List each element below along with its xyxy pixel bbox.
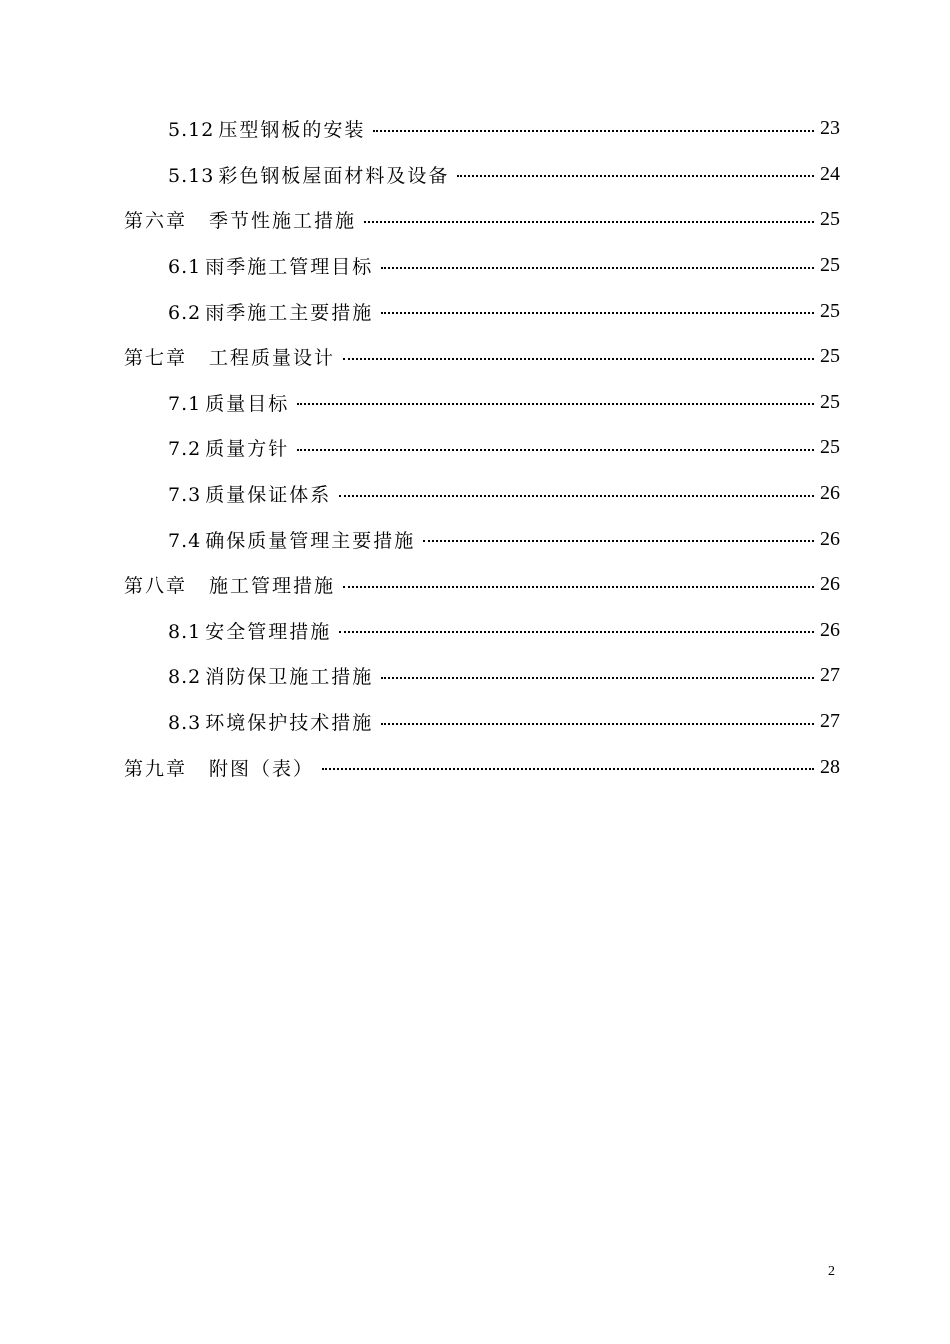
toc-entry-page: 25 [820,345,840,368]
toc-entry[interactable] [0,471,950,517]
toc-entry-text: 雨季施工主要措施 [205,301,374,324]
toc-chapter-entry[interactable] [0,334,950,380]
toc-entry-page: 23 [820,117,840,140]
toc-entry-title [124,206,356,233]
toc-entry-page: 24 [820,162,840,185]
toc-entry-page: 28 [820,755,840,778]
dot-leader [381,677,814,679]
toc-entry-title [168,389,289,416]
toc-chapter-entry[interactable] [0,744,950,790]
dot-leader [373,130,814,132]
toc-entry-number: 8.1 [168,620,202,643]
toc-entry-number: 5.13 [168,164,215,187]
toc-chapter-number: 第八章 [124,575,188,598]
dot-leader [339,631,814,633]
toc-entry-page: 27 [820,710,840,733]
toc-entry-text: 雨季施工管理目标 [205,256,374,279]
toc-entry-text: 附图（表） [209,757,315,780]
toc-entry-title [168,252,373,279]
toc-entry-title [168,298,373,325]
dot-leader [343,586,814,588]
toc-entry-text: 施工管理措施 [209,575,336,598]
toc-entry-text: 压型钢板的安装 [218,119,366,142]
toc-entry[interactable] [0,152,950,198]
table-of-contents [0,106,950,790]
toc-entry-title [168,662,373,689]
toc-entry-text: 工程质量设计 [209,347,336,370]
toc-entry-title [168,434,289,461]
toc-entry-number: 7.3 [168,484,202,507]
toc-chapter-number: 第七章 [124,347,188,370]
toc-entry-title [124,571,335,598]
toc-entry-page: 25 [820,299,840,322]
toc-entry-number: 7.4 [168,529,202,552]
toc-chapter-entry[interactable] [0,197,950,243]
toc-entry-page: 26 [820,573,840,596]
toc-entry-number: 5.12 [168,119,215,142]
dot-leader [381,267,814,269]
toc-entry-text: 环境保护技术措施 [205,712,374,735]
toc-entry[interactable] [0,699,950,745]
toc-chapter-number: 第六章 [124,210,188,233]
toc-entry-number: 7.1 [168,392,202,415]
toc-entry-text: 消防保卫施工措施 [205,666,374,689]
toc-entry[interactable] [0,516,950,562]
toc-entry-text: 确保质量管理主要措施 [205,529,416,552]
toc-entry-title [168,161,449,188]
toc-entry-title [168,526,415,553]
toc-entry-page: 25 [820,436,840,459]
toc-entry-page: 27 [820,664,840,687]
toc-entry-page: 26 [820,618,840,641]
toc-entry[interactable] [0,653,950,699]
dot-leader [322,768,814,770]
toc-entry-title [124,754,314,781]
toc-entry-number: 8.2 [168,666,202,689]
dot-leader [381,723,814,725]
toc-entry-title [168,617,331,644]
toc-entry[interactable] [0,288,950,334]
dot-leader [343,358,814,360]
toc-entry-number: 6.1 [168,256,202,279]
toc-entry[interactable] [0,608,950,654]
toc-entry-text: 彩色钢板屋面材料及设备 [218,164,450,187]
toc-entry-title [124,343,335,370]
dot-leader [423,540,814,542]
toc-entry-title [168,708,373,735]
dot-leader [457,175,814,177]
toc-entry[interactable] [0,106,950,152]
toc-entry-page: 25 [820,390,840,413]
toc-entry-number: 7.2 [168,438,202,461]
toc-entry-title [168,115,365,142]
toc-entry-text: 质量目标 [205,392,290,415]
toc-entry-page: 25 [820,254,840,277]
toc-entry-page: 26 [820,527,840,550]
toc-chapter-number: 第九章 [124,757,188,780]
toc-entry-title [168,480,331,507]
toc-entry-text: 质量保证体系 [205,484,332,507]
dot-leader [297,403,814,405]
page-number: 2 [828,1264,835,1279]
toc-chapter-entry[interactable] [0,562,950,608]
toc-entry-number: 8.3 [168,712,202,735]
dot-leader [364,221,814,223]
toc-entry[interactable] [0,243,950,289]
toc-entry[interactable] [0,380,950,426]
toc-entry-text: 质量方针 [205,438,290,461]
toc-entry-number: 6.2 [168,301,202,324]
toc-entry-text: 季节性施工措施 [209,210,357,233]
dot-leader [381,312,814,314]
toc-entry-text: 安全管理措施 [205,620,332,643]
dot-leader [297,449,814,451]
toc-entry[interactable] [0,425,950,471]
toc-entry-page: 26 [820,482,840,505]
toc-entry-page: 25 [820,208,840,231]
dot-leader [339,495,814,497]
